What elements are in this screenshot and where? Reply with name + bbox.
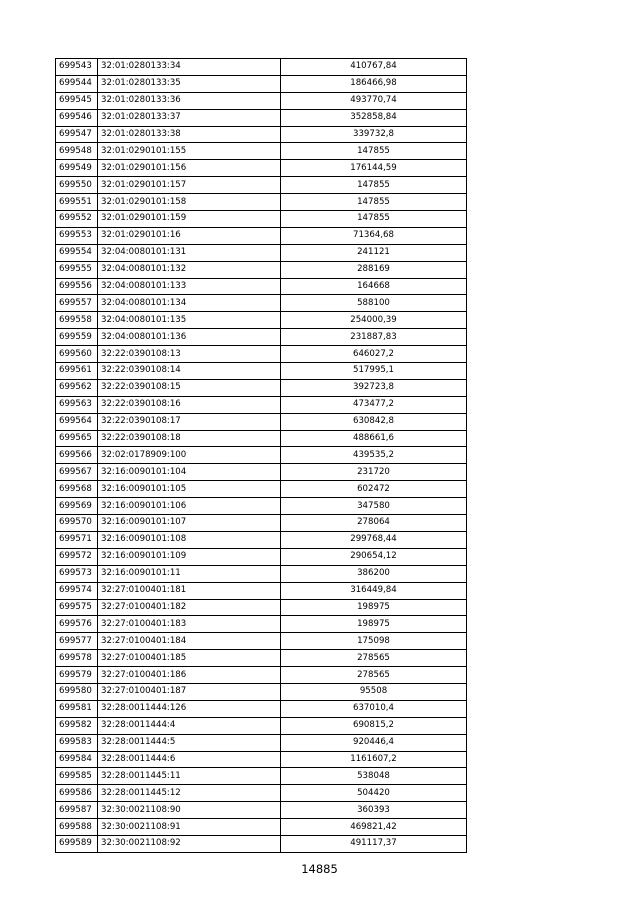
cadastral-number-cell: 32:27:0100401:181 (98, 582, 281, 599)
cadastral-number-cell: 32:01:0290101:16 (98, 227, 281, 244)
cadastral-value-cell: 473477,2 (281, 396, 467, 413)
cadastral-value-cell: 147855 (281, 143, 467, 160)
cadastral-value-cell: 392723,8 (281, 379, 467, 396)
table-row (56, 227, 467, 244)
cadastral-number-cell: 32:02:0178909:100 (98, 447, 281, 464)
table-row (56, 312, 467, 329)
row-id-cell: 699557 (56, 295, 98, 312)
table-row (56, 379, 467, 396)
cadastral-value-cell: 241121 (281, 244, 467, 261)
table-row (56, 295, 467, 312)
cadastral-value-cell: 360393 (281, 802, 467, 819)
cadastral-number-cell: 32:27:0100401:185 (98, 650, 281, 667)
cadastral-value-cell: 488661,6 (281, 430, 467, 447)
row-id-cell: 699551 (56, 194, 98, 211)
cadastral-value-cell: 147855 (281, 194, 467, 211)
cadastral-number-cell: 32:27:0100401:183 (98, 616, 281, 633)
cadastral-value-cell: 290654,12 (281, 548, 467, 565)
row-id-cell: 699547 (56, 126, 98, 143)
table-row (56, 515, 467, 532)
table-row (56, 785, 467, 802)
cadastral-value-cell: 316449,84 (281, 582, 467, 599)
table-row (56, 835, 467, 852)
row-id-cell: 699566 (56, 447, 98, 464)
cadastral-value-cell: 469821,42 (281, 819, 467, 836)
cadastral-value-cell: 630842,8 (281, 413, 467, 430)
cadastral-number-cell: 32:04:0080101:131 (98, 244, 281, 261)
cadastral-number-cell: 32:16:0090101:11 (98, 565, 281, 582)
cadastral-value-cell: 147855 (281, 211, 467, 228)
row-id-cell: 699549 (56, 160, 98, 177)
cadastral-number-cell: 32:16:0090101:106 (98, 498, 281, 515)
cadastral-number-cell: 32:22:0390108:13 (98, 346, 281, 363)
cadastral-number-cell: 32:30:0021108:92 (98, 835, 281, 852)
table-row (56, 481, 467, 498)
cadastral-value-cell: 198975 (281, 599, 467, 616)
row-id-cell: 699576 (56, 616, 98, 633)
cadastral-number-cell: 32:22:0390108:14 (98, 363, 281, 380)
row-id-cell: 699587 (56, 802, 98, 819)
cadastral-number-cell: 32:01:0290101:155 (98, 143, 281, 160)
cadastral-number-cell: 32:16:0090101:105 (98, 481, 281, 498)
cadastral-value-cell: 439535,2 (281, 447, 467, 464)
cadastral-value-cell: 299768,44 (281, 531, 467, 548)
cadastral-value-cell: 602472 (281, 481, 467, 498)
cadastral-number-cell: 32:28:0011444:126 (98, 700, 281, 717)
cadastral-number-cell: 32:01:0280133:36 (98, 92, 281, 109)
cadastral-number-cell: 32:16:0090101:109 (98, 548, 281, 565)
cadastral-number-cell: 32:04:0080101:133 (98, 278, 281, 295)
row-id-cell: 699584 (56, 751, 98, 768)
cadastral-value-table (55, 58, 467, 853)
row-id-cell: 699550 (56, 177, 98, 194)
cadastral-value-cell: 198975 (281, 616, 467, 633)
row-id-cell: 699564 (56, 413, 98, 430)
table-row (56, 667, 467, 684)
table-row (56, 548, 467, 565)
row-id-cell: 699579 (56, 667, 98, 684)
cadastral-number-cell: 32:01:0280133:38 (98, 126, 281, 143)
row-id-cell: 699561 (56, 363, 98, 380)
row-id-cell: 699559 (56, 329, 98, 346)
row-id-cell: 699572 (56, 548, 98, 565)
table-row (56, 700, 467, 717)
row-id-cell: 699562 (56, 379, 98, 396)
cadastral-value-cell: 278064 (281, 515, 467, 532)
row-id-cell: 699582 (56, 717, 98, 734)
cadastral-number-cell: 32:27:0100401:187 (98, 683, 281, 700)
cadastral-number-cell: 32:01:0290101:157 (98, 177, 281, 194)
row-id-cell: 699558 (56, 312, 98, 329)
table-row (56, 211, 467, 228)
table-row (56, 363, 467, 380)
table-row (56, 802, 467, 819)
table-row (56, 633, 467, 650)
row-id-cell: 699577 (56, 633, 98, 650)
row-id-cell: 699568 (56, 481, 98, 498)
row-id-cell: 699546 (56, 109, 98, 126)
cadastral-number-cell: 32:28:0011444:5 (98, 734, 281, 751)
table-row (56, 92, 467, 109)
cadastral-value-cell: 231887,83 (281, 329, 467, 346)
cadastral-value-cell: 278565 (281, 667, 467, 684)
table-row (56, 616, 467, 633)
cadastral-value-cell: 176144,59 (281, 160, 467, 177)
cadastral-value-cell: 347580 (281, 498, 467, 515)
cadastral-value-cell: 493770,74 (281, 92, 467, 109)
row-id-cell: 699588 (56, 819, 98, 836)
cadastral-number-cell: 32:04:0080101:134 (98, 295, 281, 312)
cadastral-value-cell: 588100 (281, 295, 467, 312)
row-id-cell: 699548 (56, 143, 98, 160)
table-row (56, 261, 467, 278)
row-id-cell: 699581 (56, 700, 98, 717)
table-row (56, 194, 467, 211)
row-id-cell: 699573 (56, 565, 98, 582)
cadastral-number-cell: 32:01:0290101:156 (98, 160, 281, 177)
cadastral-value-cell: 386200 (281, 565, 467, 582)
cadastral-number-cell: 32:22:0390108:18 (98, 430, 281, 447)
cadastral-number-cell: 32:01:0290101:159 (98, 211, 281, 228)
row-id-cell: 699554 (56, 244, 98, 261)
table-row (56, 160, 467, 177)
cadastral-value-cell: 71364,68 (281, 227, 467, 244)
table-row (56, 498, 467, 515)
table-row (56, 244, 467, 261)
row-id-cell: 699563 (56, 396, 98, 413)
table-row (56, 430, 467, 447)
row-id-cell: 699552 (56, 211, 98, 228)
table-row (56, 143, 467, 160)
cadastral-number-cell: 32:27:0100401:182 (98, 599, 281, 616)
cadastral-number-cell: 32:28:0011445:12 (98, 785, 281, 802)
cadastral-value-cell: 339732,8 (281, 126, 467, 143)
table-row (56, 346, 467, 363)
row-id-cell: 699570 (56, 515, 98, 532)
cadastral-number-cell: 32:04:0080101:136 (98, 329, 281, 346)
row-id-cell: 699545 (56, 92, 98, 109)
cadastral-value-cell: 175098 (281, 633, 467, 650)
cadastral-value-cell: 1161607,2 (281, 751, 467, 768)
table-row (56, 109, 467, 126)
cadastral-value-cell: 231720 (281, 464, 467, 481)
table-row (56, 599, 467, 616)
cadastral-value-cell: 288169 (281, 261, 467, 278)
cadastral-number-cell: 32:27:0100401:184 (98, 633, 281, 650)
cadastral-number-cell: 32:30:0021108:90 (98, 802, 281, 819)
table-row (56, 683, 467, 700)
cadastral-value-cell: 646027,2 (281, 346, 467, 363)
row-id-cell: 699585 (56, 768, 98, 785)
table-row (56, 396, 467, 413)
row-id-cell: 699589 (56, 835, 98, 852)
table-row (56, 329, 467, 346)
cadastral-number-cell: 32:16:0090101:104 (98, 464, 281, 481)
cadastral-number-cell: 32:16:0090101:108 (98, 531, 281, 548)
cadastral-value-cell: 95508 (281, 683, 467, 700)
cadastral-number-cell: 32:27:0100401:186 (98, 667, 281, 684)
row-id-cell: 699571 (56, 531, 98, 548)
row-id-cell: 699567 (56, 464, 98, 481)
table-row (56, 177, 467, 194)
page-number: 14885 (301, 862, 338, 876)
table-row (56, 565, 467, 582)
table-row (56, 717, 467, 734)
table-row (56, 751, 467, 768)
cadastral-number-cell: 32:01:0280133:35 (98, 75, 281, 92)
table-row (56, 464, 467, 481)
row-id-cell: 699569 (56, 498, 98, 515)
cadastral-value-cell: 352858,84 (281, 109, 467, 126)
row-id-cell: 699544 (56, 75, 98, 92)
cadastral-number-cell: 32:16:0090101:107 (98, 515, 281, 532)
row-id-cell: 699543 (56, 59, 98, 76)
cadastral-number-cell: 32:30:0021108:91 (98, 819, 281, 836)
row-id-cell: 699565 (56, 430, 98, 447)
row-id-cell: 699560 (56, 346, 98, 363)
cadastral-number-cell: 32:22:0390108:16 (98, 396, 281, 413)
table-row (56, 819, 467, 836)
row-id-cell: 699575 (56, 599, 98, 616)
cadastral-number-cell: 32:22:0390108:17 (98, 413, 281, 430)
cadastral-number-cell: 32:28:0011445:11 (98, 768, 281, 785)
cadastral-value-cell: 254000,39 (281, 312, 467, 329)
cadastral-value-cell: 538048 (281, 768, 467, 785)
cadastral-value-cell: 410767,84 (281, 59, 467, 76)
table-row (56, 75, 467, 92)
cadastral-number-cell: 32:01:0280133:37 (98, 109, 281, 126)
table-row (56, 531, 467, 548)
cadastral-value-cell: 920446,4 (281, 734, 467, 751)
table-row (56, 447, 467, 464)
row-id-cell: 699580 (56, 683, 98, 700)
cadastral-value-cell: 278565 (281, 650, 467, 667)
cadastral-value-cell: 517995,1 (281, 363, 467, 380)
row-id-cell: 699578 (56, 650, 98, 667)
cadastral-number-cell: 32:01:0280133:34 (98, 59, 281, 76)
cadastral-value-cell: 504420 (281, 785, 467, 802)
table-row (56, 278, 467, 295)
table-row (56, 582, 467, 599)
row-id-cell: 699556 (56, 278, 98, 295)
table-row (56, 768, 467, 785)
cadastral-number-cell: 32:22:0390108:15 (98, 379, 281, 396)
cadastral-value-cell: 491117,37 (281, 835, 467, 852)
table-row (56, 650, 467, 667)
table-row (56, 734, 467, 751)
cadastral-number-cell: 32:04:0080101:132 (98, 261, 281, 278)
row-id-cell: 699553 (56, 227, 98, 244)
cadastral-value-cell: 164668 (281, 278, 467, 295)
cadastral-number-cell: 32:28:0011444:4 (98, 717, 281, 734)
row-id-cell: 699574 (56, 582, 98, 599)
cadastral-value-cell: 186466,98 (281, 75, 467, 92)
cadastral-number-cell: 32:04:0080101:135 (98, 312, 281, 329)
row-id-cell: 699586 (56, 785, 98, 802)
cadastral-value-cell: 147855 (281, 177, 467, 194)
table-row (56, 413, 467, 430)
table-row (56, 126, 467, 143)
cadastral-value-cell: 637010,4 (281, 700, 467, 717)
cadastral-number-cell: 32:01:0290101:158 (98, 194, 281, 211)
row-id-cell: 699555 (56, 261, 98, 278)
cadastral-value-cell: 690815,2 (281, 717, 467, 734)
table-body (56, 59, 467, 853)
row-id-cell: 699583 (56, 734, 98, 751)
table-row (56, 59, 467, 76)
cadastral-number-cell: 32:28:0011444:6 (98, 751, 281, 768)
